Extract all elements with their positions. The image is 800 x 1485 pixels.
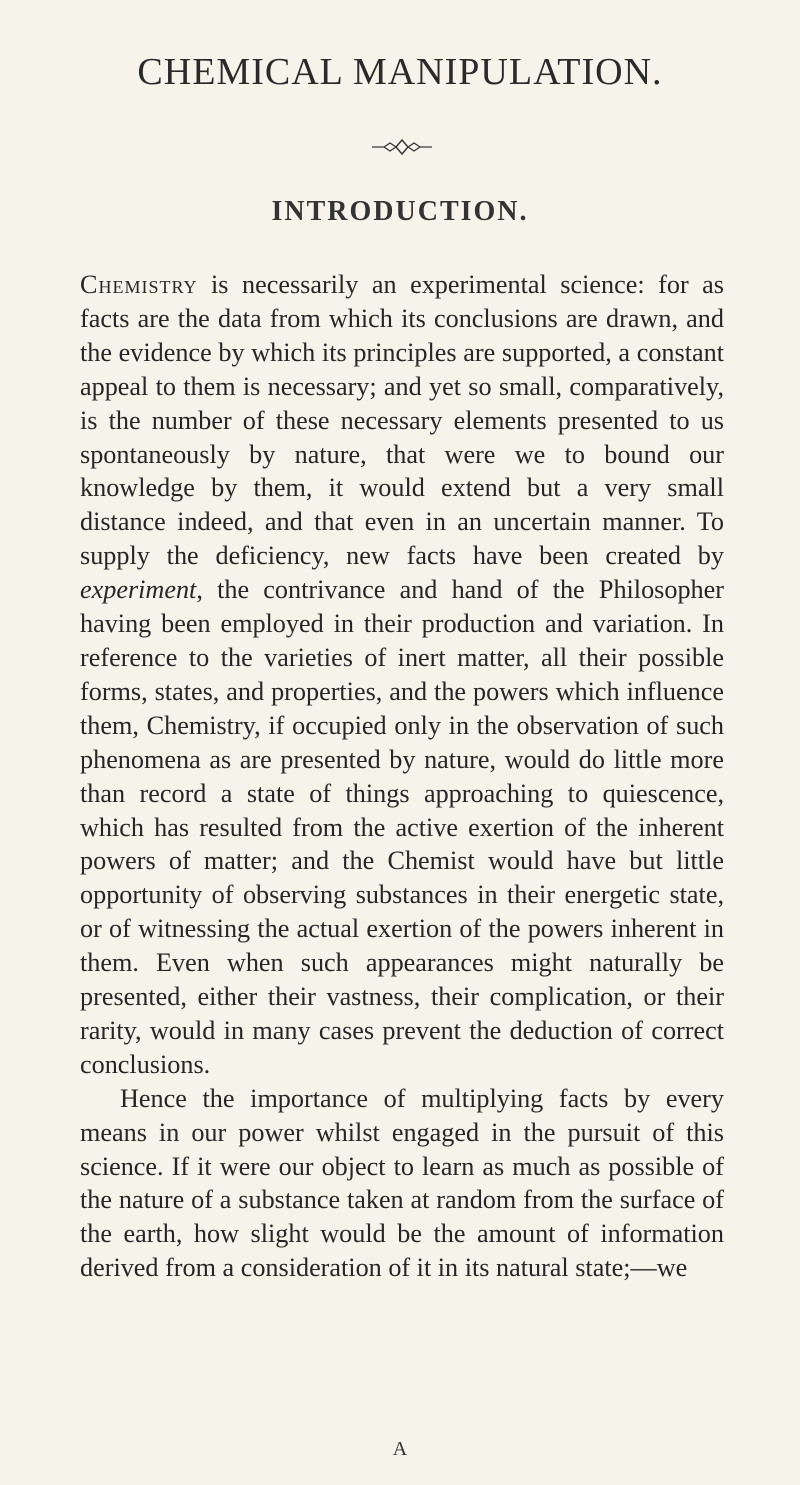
paragraph-lead-word: Chemistry bbox=[80, 270, 198, 299]
paragraph-1-text-a: is necessarily an experimental science: for as facts are the data from which its conclusions are drawn, and the evidence by which its principles are supported, a constant appeal to them is necessary; and yet so small, comparatively, is the number of these necessary elements presented to us spontaneously by nature, that were we to bound our knowledge by them, it would extend but a very small distance indeed, and that even in an uncertain manner. To supply the deficiency, new facts have been created by bbox=[80, 270, 724, 571]
decorative-flourish-icon bbox=[372, 138, 432, 156]
italic-term: experiment bbox=[80, 575, 197, 605]
paragraph-2: Hence the importance of multiplying facts by every means in our power whilst engaged in the pursuit of this science. If it were our object to learn as much as possible of the nature of a substance taken at random from the surface of the earth, how slight would be the amount of information derived from a consideration of it in its natural state;—we bbox=[80, 1083, 724, 1283]
section-heading: INTRODUCTION. bbox=[271, 196, 529, 227]
signature-mark: A bbox=[392, 1438, 408, 1460]
paragraph-1 bbox=[80, 268, 724, 1082]
body-text bbox=[80, 268, 724, 1285]
page-title: CHEMICAL MANIPULATION. bbox=[137, 51, 663, 93]
paragraph-1-text-b: , the contrivance and hand of the Philosopher having been employed in their production and variation. In reference to the varieties of inert matter, all their possible forms, states, and properties, and the powers which influence them, Chemistry, if occupied only in the observation of such phenomena as are presented by nature, would do little more than record a state of things approaching to quiescence, which has resulted from the active exertion of the inherent powers of matter; and the Chemist would have but little opportunity of observing substances in their energetic state, or of witnessing the actual exertion of the powers inherent in them. Even when such appearances might naturally be presented, either their vastness, their complication, or their rarity, would in many cases prevent the deduction of correct conclusions. bbox=[80, 575, 724, 1079]
